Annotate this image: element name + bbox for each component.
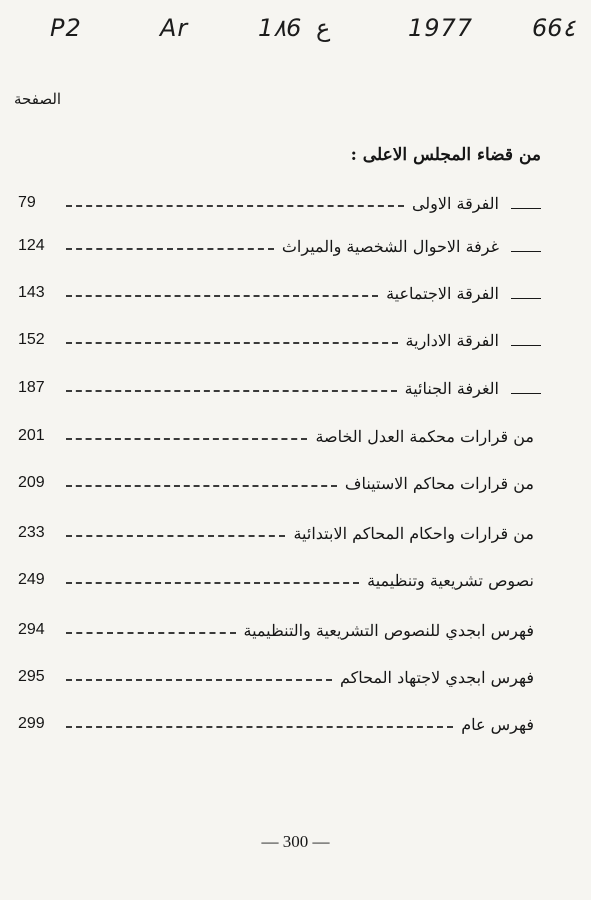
entry-title: الفرقة الادارية — [405, 330, 499, 350]
entry-dash — [511, 298, 541, 299]
toc-entry — [18, 520, 534, 546]
dot-leader — [66, 342, 398, 344]
handwritten-annotation: 1٨6 — [258, 14, 302, 42]
page-column-label: الصفحة — [14, 90, 62, 108]
toc-entry — [18, 711, 534, 737]
entry-page-number: 295 — [18, 668, 45, 685]
entry-page-number: 124 — [18, 237, 45, 254]
toc-entry — [18, 190, 541, 216]
entry-title: الفرقة الاجتماعية — [386, 283, 499, 303]
toc-entry — [18, 470, 534, 496]
entry-page-number: 233 — [18, 524, 45, 541]
entry-page-number: 143 — [18, 284, 45, 301]
entry-title: من قرارات واحكام المحاكم الابتدائية — [293, 523, 534, 543]
dot-leader — [66, 390, 397, 392]
toc-entry — [18, 617, 534, 643]
entry-dash — [511, 393, 541, 394]
dot-leader — [66, 248, 274, 250]
entry-title: غرفة الاحوال الشخصية والميراث — [281, 236, 499, 256]
handwritten-annotation: Ar — [160, 14, 189, 42]
entry-title: الفرقة الاولى — [411, 193, 499, 213]
handwritten-annotation: ع — [316, 14, 331, 42]
entry-title: من قرارات محاكم الاستيناف — [344, 473, 534, 493]
entry-title: فهرس ابجدي لاجتهاد المحاكم — [339, 667, 534, 687]
entry-page-number: 152 — [18, 331, 45, 348]
toc-entry — [18, 664, 534, 690]
entry-page-number: 201 — [18, 427, 45, 444]
handwritten-annotation: 1977 — [408, 14, 474, 42]
dot-leader — [66, 679, 332, 681]
entry-page-number: 249 — [18, 571, 45, 588]
entry-title: الغرفة الجنائية — [404, 378, 499, 398]
page-number-footer: — 300 — — [261, 832, 330, 851]
entry-title: فهرس عام — [461, 714, 534, 734]
toc-entry — [18, 375, 541, 401]
dot-leader — [66, 535, 285, 537]
dot-leader — [66, 632, 236, 634]
entry-page-number: 299 — [18, 715, 45, 732]
entry-page-number: 294 — [18, 621, 45, 638]
entry-title: من قرارات محكمة العدل الخاصة — [315, 426, 534, 446]
entry-dash — [511, 208, 541, 209]
entry-title: فهرس ابجدي للنصوص التشريعية والتنظيمية — [243, 620, 534, 640]
section-heading: من قضاء المجلس الاعلى : — [350, 145, 541, 165]
entry-page-number: 79 — [18, 194, 36, 211]
dot-leader — [66, 438, 307, 440]
entry-page-number: 209 — [18, 474, 45, 491]
dot-leader — [66, 726, 453, 728]
entry-dash — [511, 251, 541, 252]
toc-entry — [18, 423, 534, 449]
dot-leader — [66, 582, 359, 584]
dot-leader — [66, 205, 404, 207]
dot-leader — [66, 295, 378, 297]
handwritten-annotation: P2 — [50, 14, 82, 42]
handwritten-annotation: 66٤ — [532, 14, 576, 42]
toc-entry — [18, 567, 534, 593]
toc-entry — [18, 280, 541, 306]
dot-leader — [66, 485, 337, 487]
entry-dash — [511, 345, 541, 346]
entry-title: نصوص تشريعية وتنظيمية — [367, 570, 534, 590]
toc-entry — [18, 233, 541, 259]
entry-page-number: 187 — [18, 379, 45, 396]
toc-entry — [18, 327, 541, 353]
